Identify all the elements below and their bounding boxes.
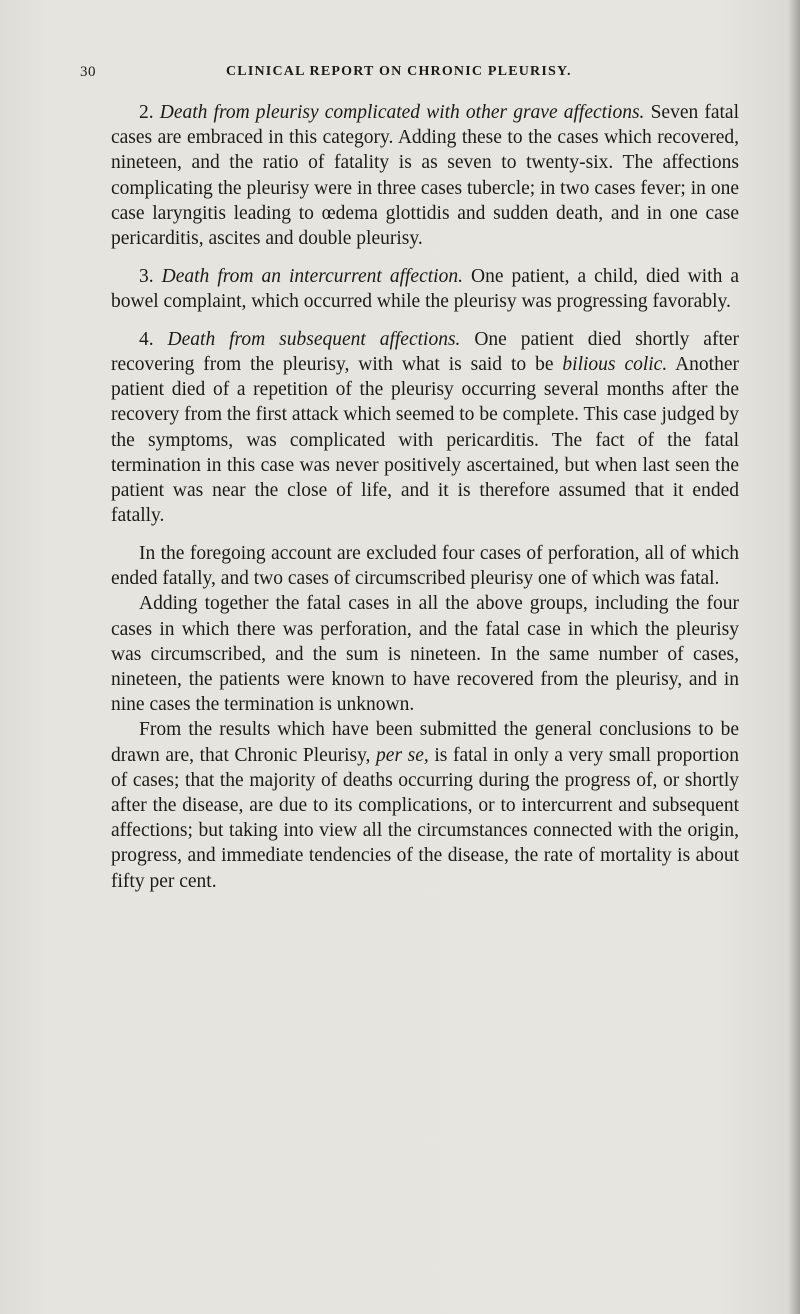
paragraph-fatal-sum <box>111 591 739 717</box>
paragraph-text: One patient died shortly after recovering from the pleurisy, with what is said to be <box>111 328 740 376</box>
paragraph-excluded-cases <box>111 541 739 591</box>
section-number: 2. <box>139 102 154 123</box>
page-spine-shadow <box>788 0 800 1314</box>
paragraph-death-intercurrent <box>111 264 739 314</box>
paragraph-text: is fatal in only a very small proportion of cases; that the majority of deaths occurring during the progress of, or shortly after the disease, are due to its complications, or to intercurrent and subsequent affections; but taking into view all the circumstances connected with the origin, progress, and immediate tendencies of the disease, the rate of mortality is about fifty per cent. <box>111 744 740 892</box>
section-heading: Death from subsequent affections. <box>167 328 461 350</box>
paragraph-text: Seven fatal cases are embraced in this category. Adding these to the cases which recovered, nineteen, and the ratio of fatality is as seven to twenty-six. The affections complicating the pleurisy were in three cases tubercle; in two cases fever; in one case laryngitis leading to œdema glottidis and sudden death, and in one case pericarditis, ascites and double pleurisy. <box>111 102 740 250</box>
running-title: CLINICAL REPORT ON CHRONIC PLEURISY. <box>226 64 572 79</box>
paragraph-text: From the results which have been submitted the general conclusions to be drawn are, that Chronic Pleurisy, <box>111 719 739 766</box>
paragraph-conclusions <box>111 717 739 893</box>
section-number: 3. <box>139 265 154 287</box>
paragraph-text: One patient, a child, died with a bowel complaint, which occurred while the pleurisy was progressing favorably. <box>111 265 740 313</box>
paragraph-death-complicated <box>111 100 739 251</box>
paragraph-text: Adding together the fatal cases in all the above groups, including the four cases in which there was perforation, and the fatal case in which the pleurisy was circumscribed, and the sum is nineteen. In the same number of cases, nineteen, the patients were known to have recovered from the pleurisy, and in nine cases the termination is unknown. <box>111 593 739 716</box>
emphasized-term: bilious colic. <box>562 354 668 376</box>
body-text <box>111 100 739 894</box>
emphasized-term: per se, <box>376 744 429 766</box>
section-heading: Death from an intercurrent affection. <box>161 265 463 287</box>
paragraph-text: Another patient died of a repetition of the pleurisy occurring several months after the recovery from the first attack which seemed to be complete. This case judged by the symptoms, was complicated with pericarditis. The fact of the fatal termination in this case was never positively ascertained, but when last seen the patient was near the close of life, and it is therefore assumed that it ended fatally. <box>111 354 739 527</box>
section-heading: Death from pleurisy complicated with other grave affections. <box>159 102 645 123</box>
paragraph-text: In the foregoing account are excluded four cases of perforation, all of which ended fatally, and two cases of circumscribed pleurisy one of which was fatal. <box>111 543 739 590</box>
page-number: 30 <box>80 64 96 80</box>
paragraph-death-subsequent <box>111 327 739 529</box>
section-number: 4. <box>139 328 154 350</box>
